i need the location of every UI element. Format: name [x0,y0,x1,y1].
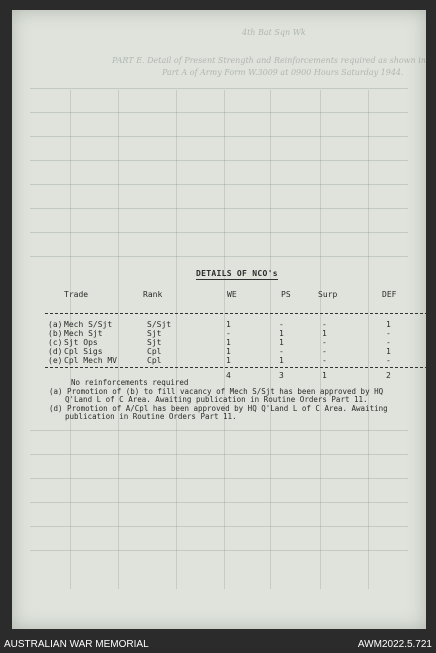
footer-left: AUSTRALIAN WAR MEMORIAL [4,639,149,650]
totals-rule [45,367,426,368]
note-line: publication in Routine Orders Part 11. [65,412,237,422]
ghost-top-right: 4th Bat Sqn Wk [242,28,306,37]
col-def: DEF [382,290,397,299]
table-row: (e) Cpl Mech MV Cpl 1 1 - - [48,356,391,365]
table-row: (d) Cpl Sigs Cpl 1 - - 1 [48,347,391,356]
notes [49,379,426,422]
note-line: (a) Promotion of (b) to fill vacancy of Mech S/Sjt has been approved by HQ [49,386,384,396]
col-surp: Surp [318,290,338,299]
col-rank: Rank [143,290,163,299]
caption-bar [0,636,436,653]
total-we: 4 [226,371,231,380]
nco-details [12,10,426,629]
col-trade: Trade [64,290,89,299]
col-ps: PS [281,290,291,299]
table-row: (b) Mech Sjt Sjt - 1 1 - [48,329,391,338]
total-def: 2 [386,371,391,380]
document-sheet [12,10,426,629]
table-row: (a) Mech S/Sjt S/Sjt 1 - - 1 [48,320,391,329]
ghost-line-2: Part A of Army Form W.3009 at 0900 Hours Saturday 1944. [162,68,404,77]
section-heading: DETAILS OF NCO's [196,269,278,278]
note-line: Q'Land L of C Area. Awaiting publication in Routine Orders Part 11. [65,395,368,405]
header-rule [45,313,426,314]
note-line: No reinforcements required [71,378,189,387]
note-line: (d) Promotion of A/Cpl has been approved by HQ Q'Land L of C Area. Awaiting [49,403,388,413]
footer-right: AWM2022.5.721 [357,639,432,650]
table-row: (c) Sjt Ops Sjt 1 1 - - [48,338,391,347]
col-we: WE [227,290,237,299]
total-ps: 3 [279,371,284,380]
total-surp: 1 [322,371,327,380]
ghost-line-1: PART E. Detail of Present Strength and Reinforcements required as shown in [112,56,426,65]
